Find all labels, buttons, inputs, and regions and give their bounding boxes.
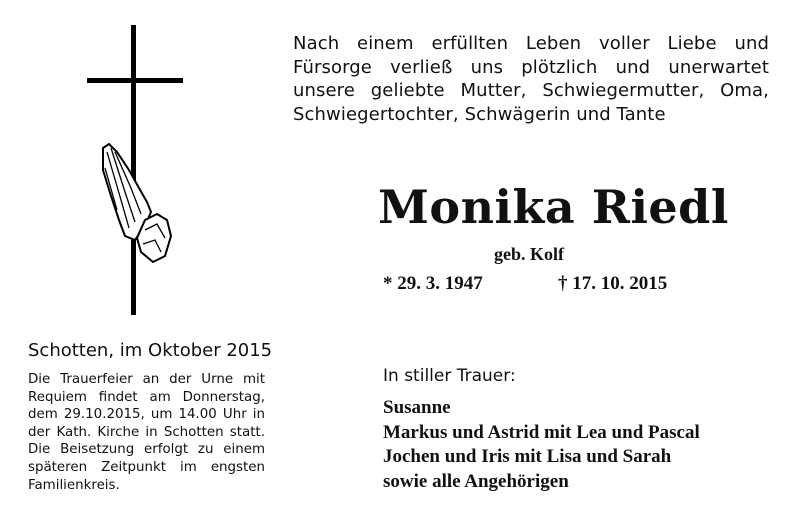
funeral-details: Die Trauerfeier an der Urne mit Requiem findet am Donnerstag, dem 29.10.2015, um 14.00 Uhr in der Kath. Kirche in Schotten statt. Die Beisetzung erfolgt zu einem späteren Zeitpunkt im engsten Familienkreis. (28, 372, 265, 493)
deceased-name: Monika Riedl (378, 180, 729, 234)
mourner: Markus und Astrid mit Lea und Pascal (383, 421, 700, 443)
place-date: Schotten, im Oktober 2015 (28, 340, 273, 361)
birth-name: geb. Kolf (494, 244, 564, 264)
mourner: Susanne (383, 397, 451, 418)
praying-hands-icon (95, 140, 175, 265)
mourning-label: In stiller Trauer: (383, 366, 516, 386)
mourners-list (383, 396, 700, 494)
death-date: † 17. 10. 2015 (558, 273, 668, 294)
birth-date: * 29. 3. 1947 (383, 273, 483, 294)
mourner: sowie alle Angehörigen (383, 470, 569, 492)
cross-icon-bar (87, 78, 183, 83)
intro-text: Nach einem erfüllten Leben voller Liebe und Fürsorge verließ uns plötzlich und unerwartet unsere geliebte Mutter, Schwiegermutter, Oma, Schwiegertochter, Schwägerin und Tante (293, 33, 769, 125)
mourner: Jochen und Iris mit Lisa und Sarah (383, 446, 672, 467)
